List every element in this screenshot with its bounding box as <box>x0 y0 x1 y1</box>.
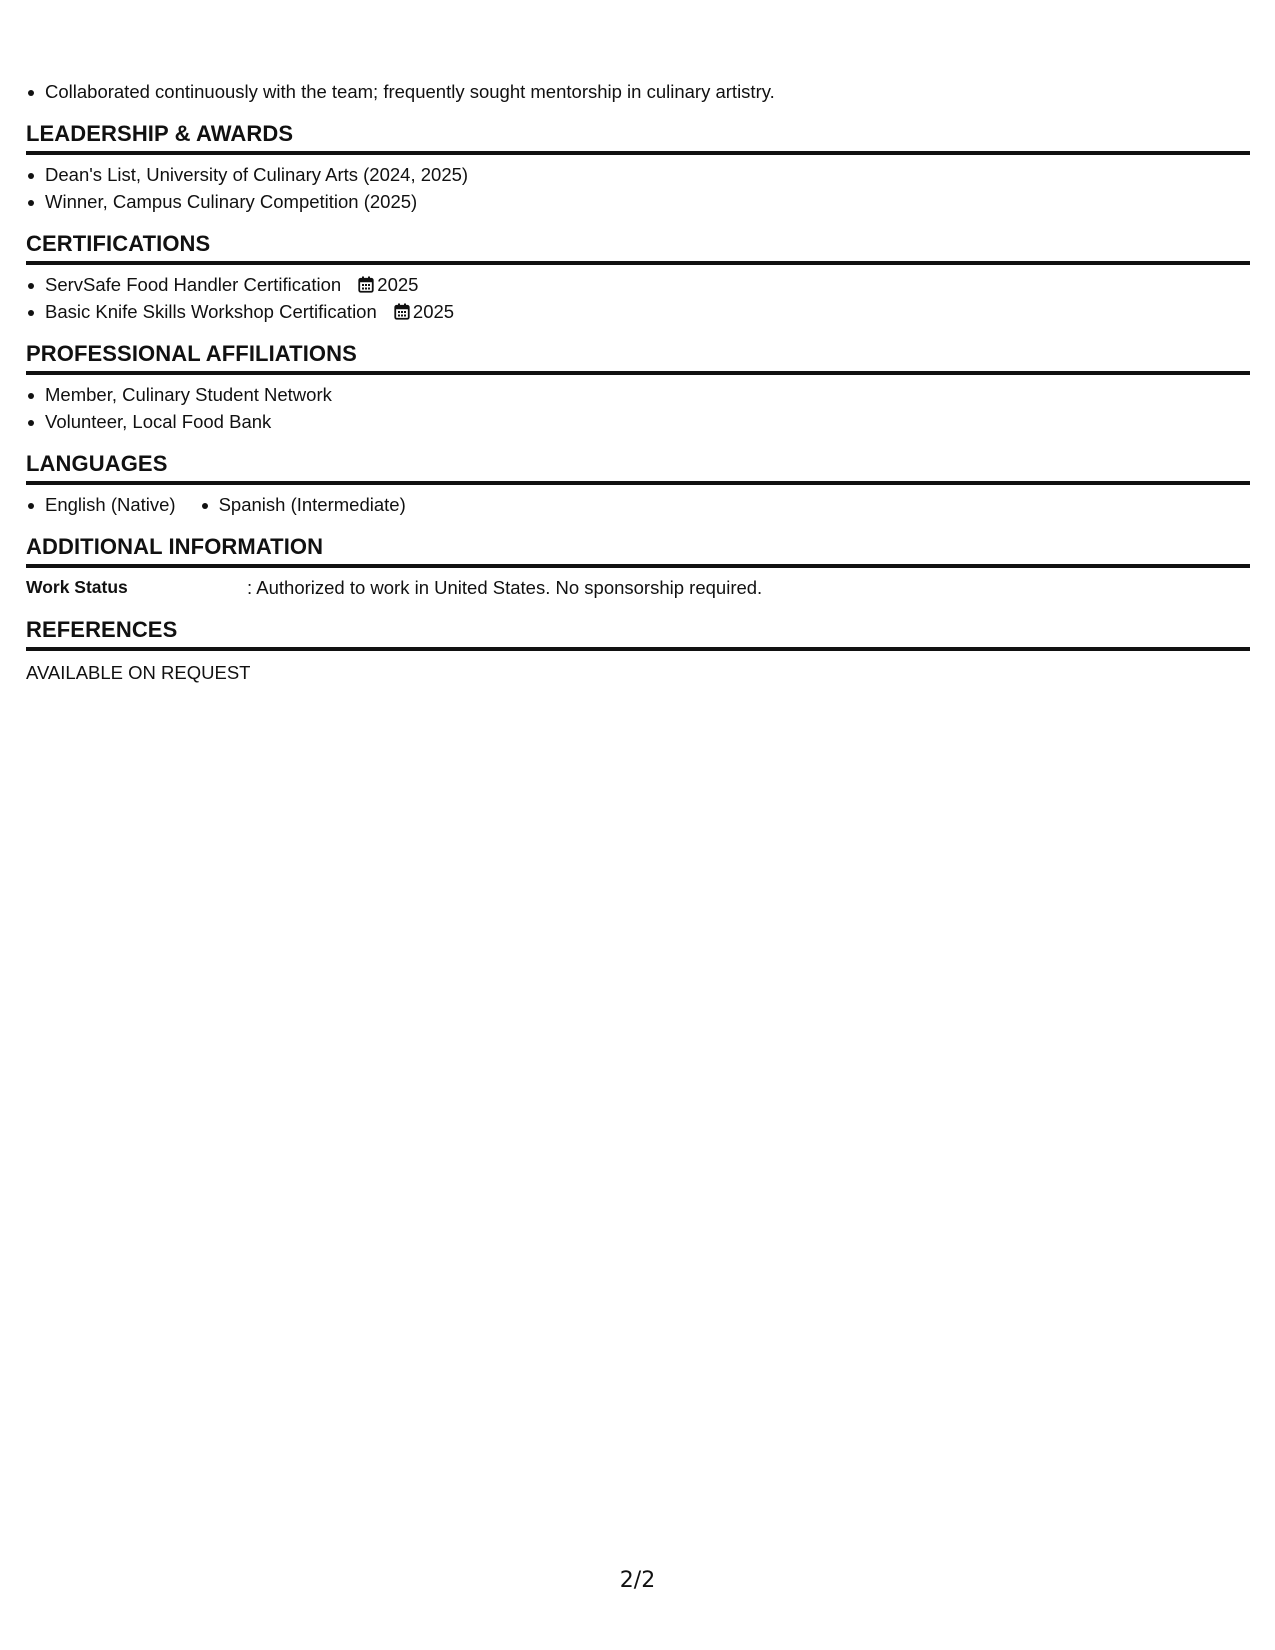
list-item: Winner, Campus Culinary Competition (2025) <box>26 188 1250 215</box>
list-item: English (Native) <box>26 491 176 518</box>
list-item: Collaborated continuously with the team; frequently sought mentorship in culinary artistry. <box>26 78 1250 105</box>
list-item <box>26 298 1250 325</box>
section-heading: LEADERSHIP & AWARDS <box>26 121 1250 155</box>
certification-name: Basic Knife Skills Workshop Certification <box>45 301 377 322</box>
languages-section <box>26 451 1250 518</box>
additional-information-section <box>26 534 1250 601</box>
list-item: Volunteer, Local Food Bank <box>26 408 1250 435</box>
leadership-awards-section <box>26 121 1250 215</box>
leadership-awards-list <box>26 161 1250 215</box>
calendar-icon <box>394 303 410 320</box>
work-status-value: : Authorized to work in United States. No sponsorship required. <box>247 577 763 598</box>
section-heading: CERTIFICATIONS <box>26 231 1250 265</box>
work-status-row <box>26 574 1250 601</box>
list-item: Member, Culinary Student Network <box>26 381 1250 408</box>
section-heading: PROFESSIONAL AFFILIATIONS <box>26 341 1250 375</box>
list-item: Spanish (Intermediate) <box>200 491 406 518</box>
section-heading: ADDITIONAL INFORMATION <box>26 534 1250 568</box>
certification-name: ServSafe Food Handler Certification <box>45 274 342 295</box>
references-text: AVAILABLE ON REQUEST <box>26 662 251 683</box>
certifications-list <box>26 271 1250 325</box>
list-item <box>26 271 1250 298</box>
languages-list <box>26 491 1250 518</box>
professional-affiliations-section <box>26 341 1250 435</box>
experience-continued-list <box>26 78 1250 105</box>
calendar-icon <box>358 276 374 293</box>
list-item: Dean's List, University of Culinary Arts (2024, 2025) <box>26 161 1250 188</box>
section-heading: LANGUAGES <box>26 451 1250 485</box>
page-number: 2/2 <box>619 1568 656 1593</box>
affiliations-list <box>26 381 1250 435</box>
certifications-section <box>26 231 1250 325</box>
references-section <box>26 617 1250 686</box>
certification-year: 2025 <box>412 301 455 322</box>
certification-year: 2025 <box>377 274 419 295</box>
section-heading: REFERENCES <box>26 617 1250 651</box>
work-status-label: Work Status <box>26 577 128 597</box>
resume-page <box>26 78 1250 686</box>
